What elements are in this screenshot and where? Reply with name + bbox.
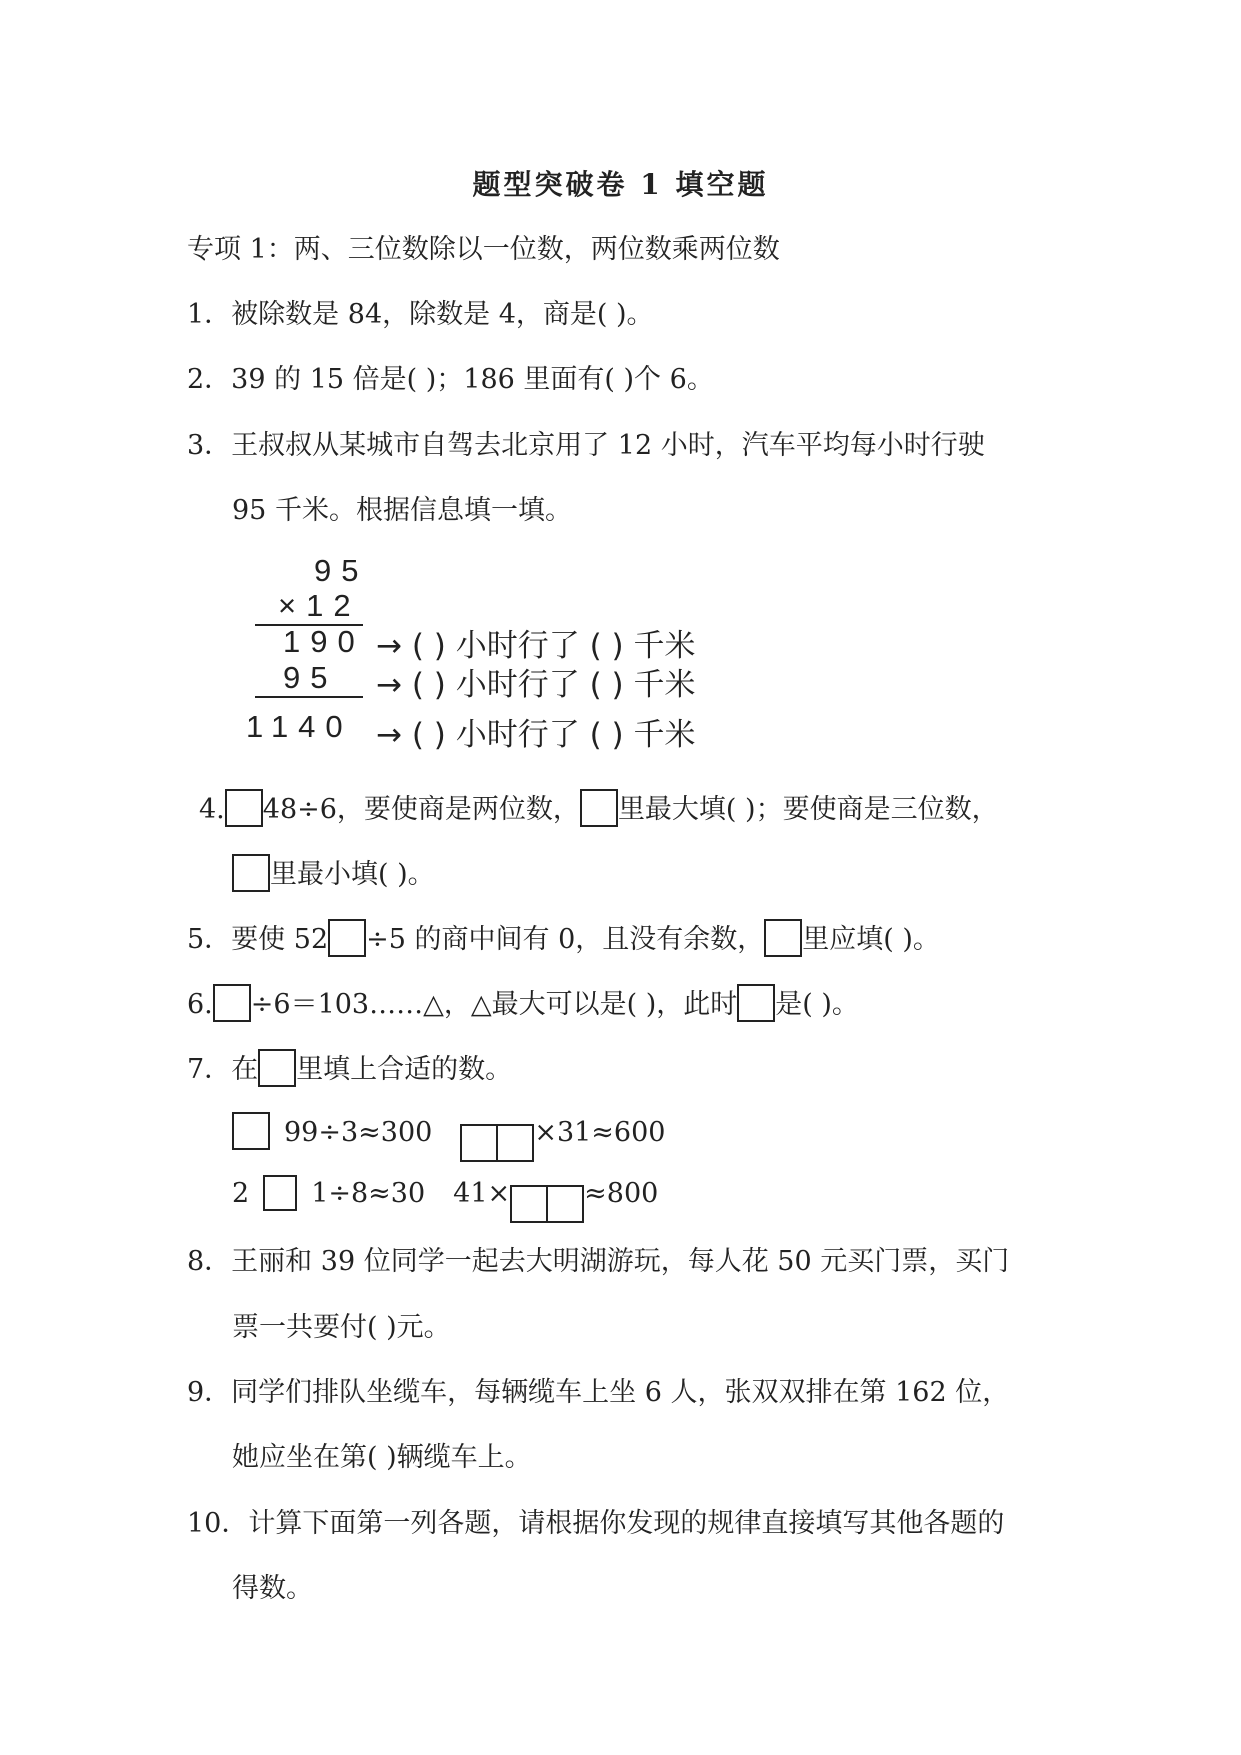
question-7-expr-4-prefix: 41×	[453, 1178, 511, 1209]
question-7	[187, 1049, 512, 1088]
calc-multiplier: ×12	[278, 588, 361, 623]
question-4-text-b: 里最大填( )；要使商是三位数，	[617, 794, 999, 825]
question-5-text-a: 5．要使 52	[187, 924, 329, 955]
calc-answer-row-2: → ( ) 小时行了 ( ) 千米	[376, 667, 696, 703]
blank-box[interactable]	[764, 919, 802, 957]
calc-partial-1: 190	[283, 624, 365, 659]
question-9-line-2: 她应坐在第( )辆缆车上。	[232, 1442, 532, 1473]
question-6-text-b: 是( )。	[775, 989, 859, 1020]
question-4-text-c: 里最小填( )。	[270, 859, 435, 890]
blank-box[interactable]	[225, 789, 263, 827]
calc-result: 1140	[246, 709, 353, 744]
question-10-line-1: 10．计算下面第一列各题，请根据你发现的规律直接填写其他各题的	[187, 1508, 1005, 1539]
blank-box[interactable]	[580, 789, 618, 827]
blank-box[interactable]	[510, 1185, 548, 1223]
question-4-text-a: 48÷6，要使商是两位数，	[262, 794, 580, 825]
question-4-number: 4.	[199, 794, 225, 825]
question-7-row-1	[232, 1112, 665, 1162]
calc-partial-2: 95	[283, 660, 338, 695]
question-7-expr-3-prefix: 2	[232, 1178, 250, 1209]
question-2: 2．39 的 15 倍是( )；186 里面有( )个 6。	[187, 364, 714, 395]
question-7-expr-2: ×31≈600	[534, 1117, 666, 1148]
question-5-text-b: ÷5 的商中间有 0，且没有余数，	[366, 924, 765, 955]
question-3-line-2: 95 千米。根据信息填一填。	[232, 495, 572, 526]
question-1: 1．被除数是 84，除数是 4，商是( )。	[187, 299, 654, 330]
blank-box[interactable]	[546, 1185, 584, 1223]
blank-box-pair	[510, 1185, 584, 1223]
question-7-text-a: 7．在	[187, 1054, 259, 1085]
question-5-text-c: 里应填( )。	[802, 924, 940, 955]
question-7-expr-3: 1÷8≈30	[311, 1178, 426, 1209]
blank-box[interactable]	[232, 1112, 270, 1150]
question-5	[187, 919, 940, 958]
blank-box[interactable]	[460, 1124, 498, 1162]
blank-box[interactable]	[328, 919, 366, 957]
blank-box-pair	[460, 1124, 534, 1162]
question-3-line-1: 3．王叔叔从某城市自驾去北京用了 12 小时，汽车平均每小时行驶	[187, 430, 985, 461]
question-6-text-a: ÷6＝103……△，△最大可以是( )，此时	[250, 989, 738, 1020]
blank-box[interactable]	[232, 854, 270, 892]
blank-box[interactable]	[213, 984, 251, 1022]
question-4-line-1	[199, 789, 999, 828]
question-7-row-2	[232, 1175, 658, 1223]
blank-box[interactable]	[496, 1124, 534, 1162]
calc-answer-row-3: → ( ) 小时行了 ( ) 千米	[376, 717, 696, 753]
question-8-line-1: 8．王丽和 39 位同学一起去大明湖游玩，每人花 50 元买门票，买门	[187, 1246, 1010, 1277]
calc-answer-row-1: → ( ) 小时行了 ( ) 千米	[376, 628, 696, 664]
question-10-line-2: 得数。	[232, 1573, 313, 1604]
question-6	[187, 984, 859, 1023]
blank-box[interactable]	[258, 1049, 296, 1087]
question-4-line-2	[232, 854, 435, 893]
question-7-expr-1: 99÷3≈300	[284, 1117, 433, 1148]
question-9-line-1: 9．同学们排队坐缆车，每辆缆车上坐 6 人，张双双排在第 162 位，	[187, 1377, 1010, 1408]
blank-box[interactable]	[737, 984, 775, 1022]
question-8-line-2: 票一共要付( )元。	[232, 1312, 451, 1343]
page-title: 题型突破卷 1 填空题	[472, 168, 769, 201]
question-7-expr-4: ≈800	[584, 1178, 659, 1209]
question-7-text-b: 里填上合适的数。	[296, 1054, 513, 1085]
calc-multiplicand: 95	[314, 553, 369, 588]
question-6-number: 6.	[187, 989, 213, 1020]
blank-box[interactable]	[263, 1175, 297, 1211]
calc-rule-2	[255, 696, 363, 698]
section-heading: 专项 1：两、三位数除以一位数，两位数乘两位数	[187, 234, 780, 265]
